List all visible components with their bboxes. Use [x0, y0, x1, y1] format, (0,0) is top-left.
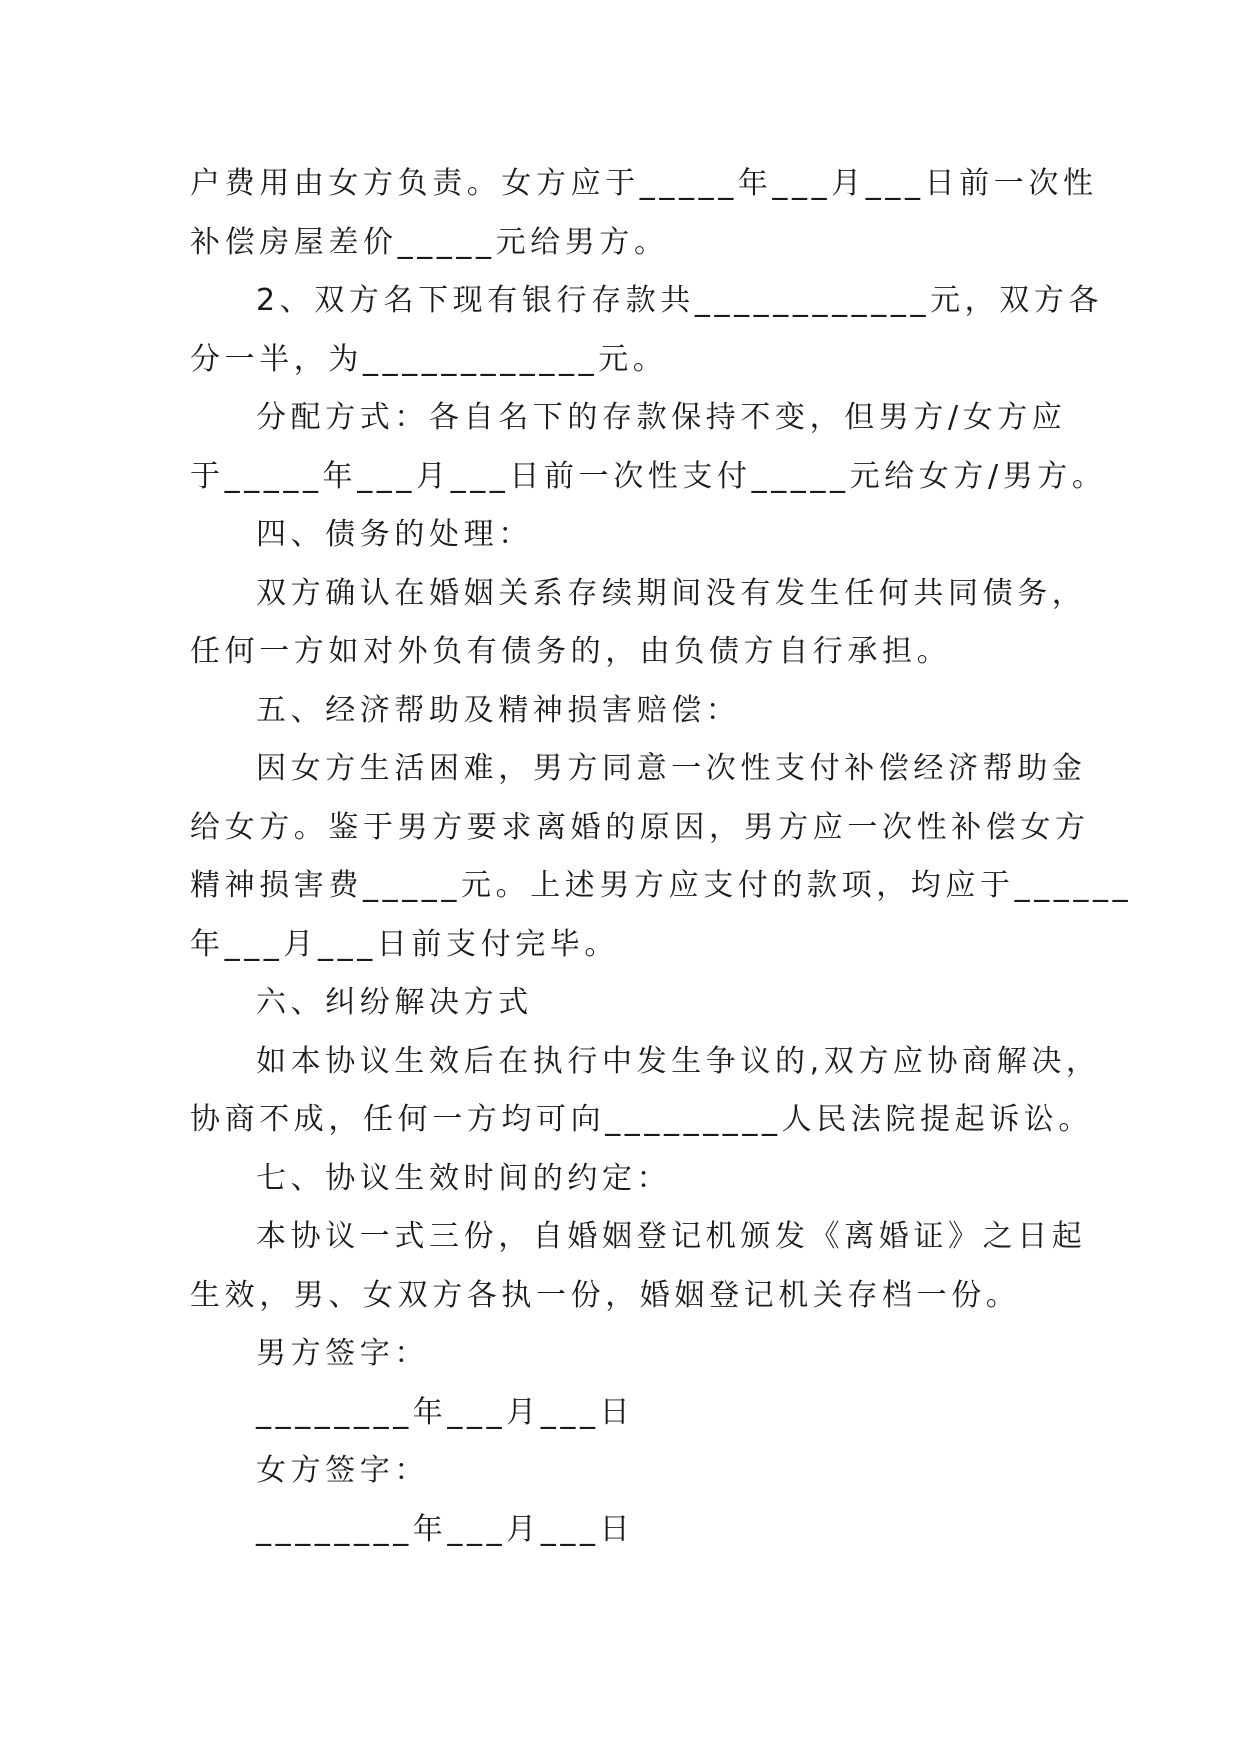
document-body — [190, 155, 1133, 1559]
paragraph-line: 分配方式：各自名下的存款保持不变，但男方/女方应 — [256, 400, 1067, 435]
paragraph-line: 任何一方如对外负有债务的，由负债方自行承担。 — [190, 634, 952, 669]
paragraph-line: 于_____年___月___日前一次性支付_____元给女方/男方。 — [190, 458, 1107, 494]
paragraph-line: 如本协议生效后在执行中发生争议的,双方应协商解决， — [256, 1043, 1101, 1079]
section-heading: 六、纠纷解决方式 — [256, 985, 533, 1020]
paragraph-line: 分一半，为____________元。 — [190, 341, 668, 377]
paragraph-line: 给女方。鉴于男方要求离婚的原因，男方应一次性补偿女方 — [190, 809, 1090, 845]
male-signature-label: 男方签字： — [256, 1336, 429, 1371]
section-heading: 七、协议生效时间的约定： — [256, 1160, 672, 1196]
paragraph-line: 本协议一式三份，自婚姻登记机颁发《离婚证》之日起 — [256, 1219, 1087, 1254]
female-signature-date: ________年___月___日 — [256, 1511, 635, 1547]
paragraph-line: 户费用由女方负责。女方应于_____年___月___日前一次性 — [190, 166, 1098, 201]
paragraph-line: 2、双方名下现有银行存款共____________元，双方各 — [256, 283, 1104, 318]
paragraph-line: 年___月___日前支付完毕。 — [190, 926, 619, 962]
section-heading: 五、经济帮助及精神损害赔偿： — [256, 692, 741, 728]
paragraph-line: 生效，男、女双方各执一份，婚姻登记机关存档一份。 — [190, 1277, 1021, 1313]
female-signature-label: 女方签字： — [256, 1453, 429, 1488]
paragraph-line: 补偿房屋差价_____元给男方。 — [190, 224, 669, 260]
paragraph-line: 双方确认在婚姻关系存续期间没有发生任何共同债务， — [256, 575, 1087, 611]
section-heading: 四、债务的处理： — [256, 517, 533, 552]
paragraph-line: 精神损害费_____元。上述男方应支付的款项，均应于______ — [190, 868, 1133, 903]
paragraph-line: 因女方生活困难，男方同意一次性支付补偿经济帮助金 — [256, 751, 1087, 786]
paragraph-line: 协商不成，任何一方均可向_________人民法院提起诉讼。 — [190, 1102, 1093, 1137]
male-signature-date: ________年___月___日 — [256, 1394, 635, 1430]
